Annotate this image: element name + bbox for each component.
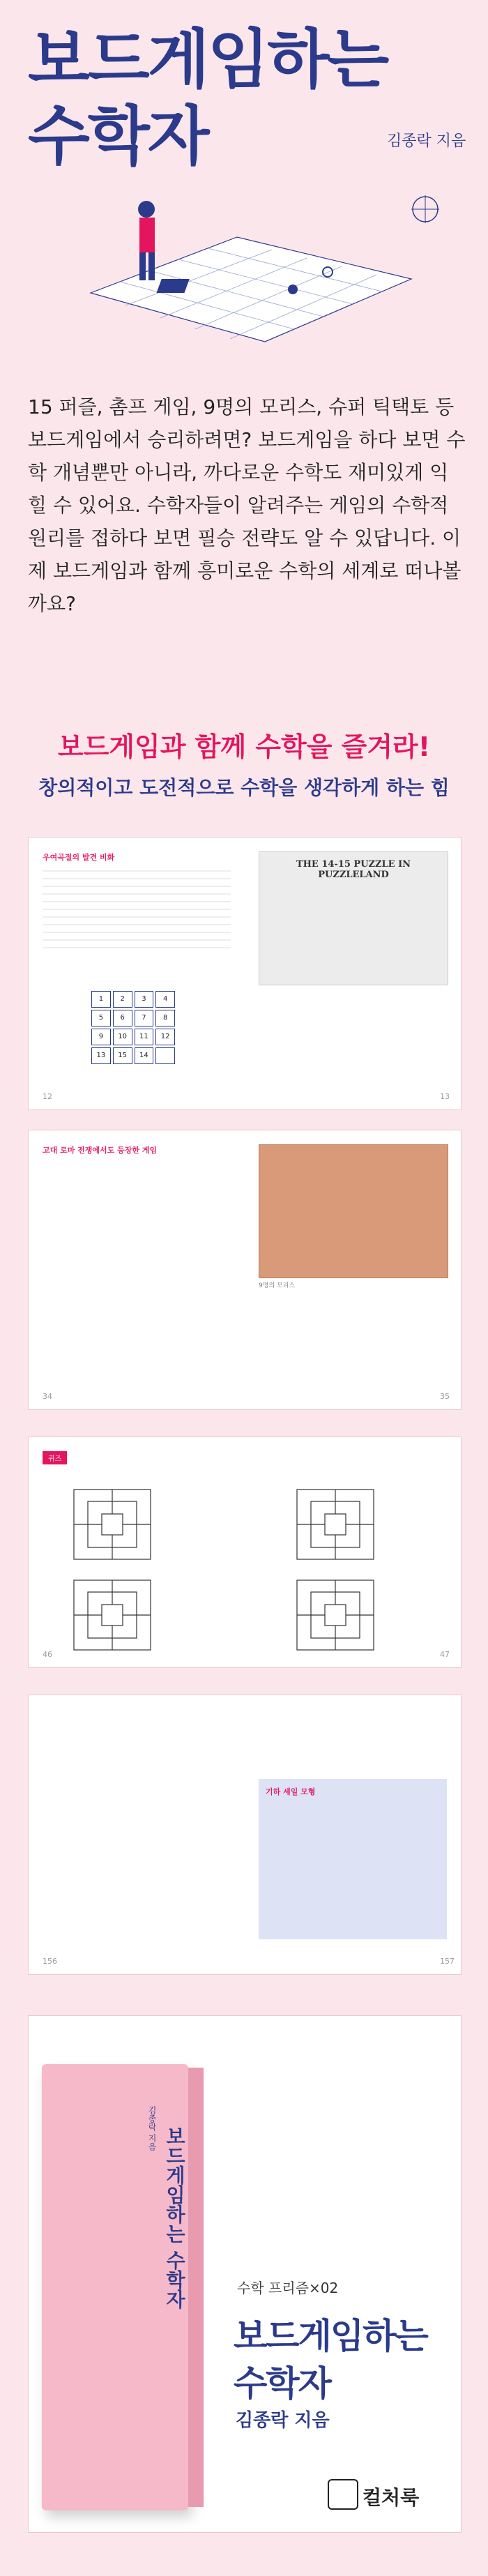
- hero-title-line2: 수학자: [28, 99, 208, 174]
- puzzle-tile: 8: [155, 1010, 175, 1026]
- board-game-illustration: [63, 167, 453, 377]
- spread2-heading: 고대 로마 전쟁에서도 등장한 게임: [43, 1146, 158, 1155]
- person-figure: [138, 201, 155, 280]
- page-number-right: 47: [440, 1650, 450, 1659]
- spread1-heading: 우여곡절의 발견 비화: [43, 853, 115, 862]
- page-number-right: 157: [440, 1957, 455, 1966]
- book-title-line2: 수학자: [234, 2363, 330, 2404]
- puzzleland-caption: THE 14-15 PUZZLE IN PUZZLELAND: [296, 859, 411, 880]
- nine-mens-morris-board-1: [70, 1486, 154, 1563]
- page-number-left: 34: [43, 1392, 52, 1401]
- book-series: 수학 프리즘×02: [237, 2280, 339, 2296]
- page-number-right: 13: [440, 1092, 450, 1101]
- cover-author: 김종락 지음: [147, 2106, 157, 2151]
- book-spread-1: [28, 837, 462, 1110]
- spread1-text: [43, 867, 231, 955]
- puzzle-tile: 15: [113, 1047, 132, 1064]
- publisher-name: 컬처룩: [363, 2486, 420, 2509]
- book-author: 김종락 지음: [236, 2410, 330, 2431]
- puzzle-tile: 9: [91, 1029, 111, 1045]
- puzzle-tile: 11: [135, 1029, 154, 1045]
- medieval-painting: [259, 1144, 448, 1278]
- puzzle-tile: 4: [155, 991, 175, 1008]
- page-number-left: 12: [43, 1092, 52, 1101]
- page-number-left: 156: [43, 1957, 57, 1966]
- puzzle-tile: 10: [113, 1029, 132, 1045]
- nine-mens-morris-board-4: [293, 1577, 377, 1653]
- book-title-line1: 보드게임하는: [234, 2316, 427, 2356]
- intro-paragraph: 15 퍼즐, 촘프 게임, 9명의 모리스, 슈퍼 틱택토 등 보드게임에서 승리하려면? 보드게임을 하다 보면 수학 개념뿐만 아니라, 까다로운 수학도 재미있게 익힐 수 있어요. 수학자들이 알려주는 게임의 수학적 원리를 접하다 보면 필승 전략도 알 수 있답니다. 이제 보드게임과 함께 흥미로운 수학의 세계로 떠나볼까요?: [28, 395, 466, 615]
- puzzle-tile: [155, 1047, 175, 1064]
- puzzle-tile: 14: [135, 1047, 154, 1064]
- hero-title-line1: 보드게임하는: [28, 22, 388, 97]
- nine-mens-morris-board-3: [70, 1577, 154, 1653]
- hero-author: 김종락 지음: [387, 132, 466, 150]
- math-info-box: [259, 1779, 447, 1939]
- puzzle-tile: 12: [155, 1029, 175, 1045]
- puzzle-tile: 7: [135, 1010, 154, 1026]
- puzzle-tile: 3: [135, 991, 154, 1008]
- publisher-logo-icon: [328, 2479, 358, 2510]
- puzzleland-illustration: [259, 851, 448, 985]
- puzzle-tile: 13: [91, 1047, 111, 1064]
- info-box-title: 기하 세일 모형: [266, 1787, 316, 1796]
- puzzle-tile: 2: [113, 991, 132, 1008]
- hero-section: [0, 0, 488, 391]
- book-spread-3: [28, 1437, 462, 1668]
- book-spread-2: [28, 1130, 462, 1410]
- sub-slogan: 창의적이고 도전적으로 수학을 생각하게 하는 힘: [38, 776, 450, 799]
- puzzle-tile: 1: [91, 991, 111, 1008]
- page-number-left: 46: [43, 1650, 52, 1659]
- fifteen-puzzle: [91, 991, 175, 1061]
- nine-mens-morris-board-2: [293, 1486, 377, 1563]
- book-spine: [188, 2068, 204, 2507]
- book-cover: [42, 2064, 188, 2510]
- puzzle-tile: 5: [91, 1010, 111, 1026]
- spread2-caption: 9명의 모리스: [259, 1282, 296, 1289]
- page-number-right: 35: [440, 1392, 450, 1401]
- cover-title: 보드게임하는 수학자: [163, 2126, 186, 2309]
- quiz-tag: 퀴즈: [43, 1451, 67, 1464]
- puzzle-tile: 6: [113, 1010, 132, 1026]
- book-spread-4: [28, 1695, 462, 1975]
- slogan: 보드게임과 함께 수학을 즐겨라!: [57, 732, 431, 762]
